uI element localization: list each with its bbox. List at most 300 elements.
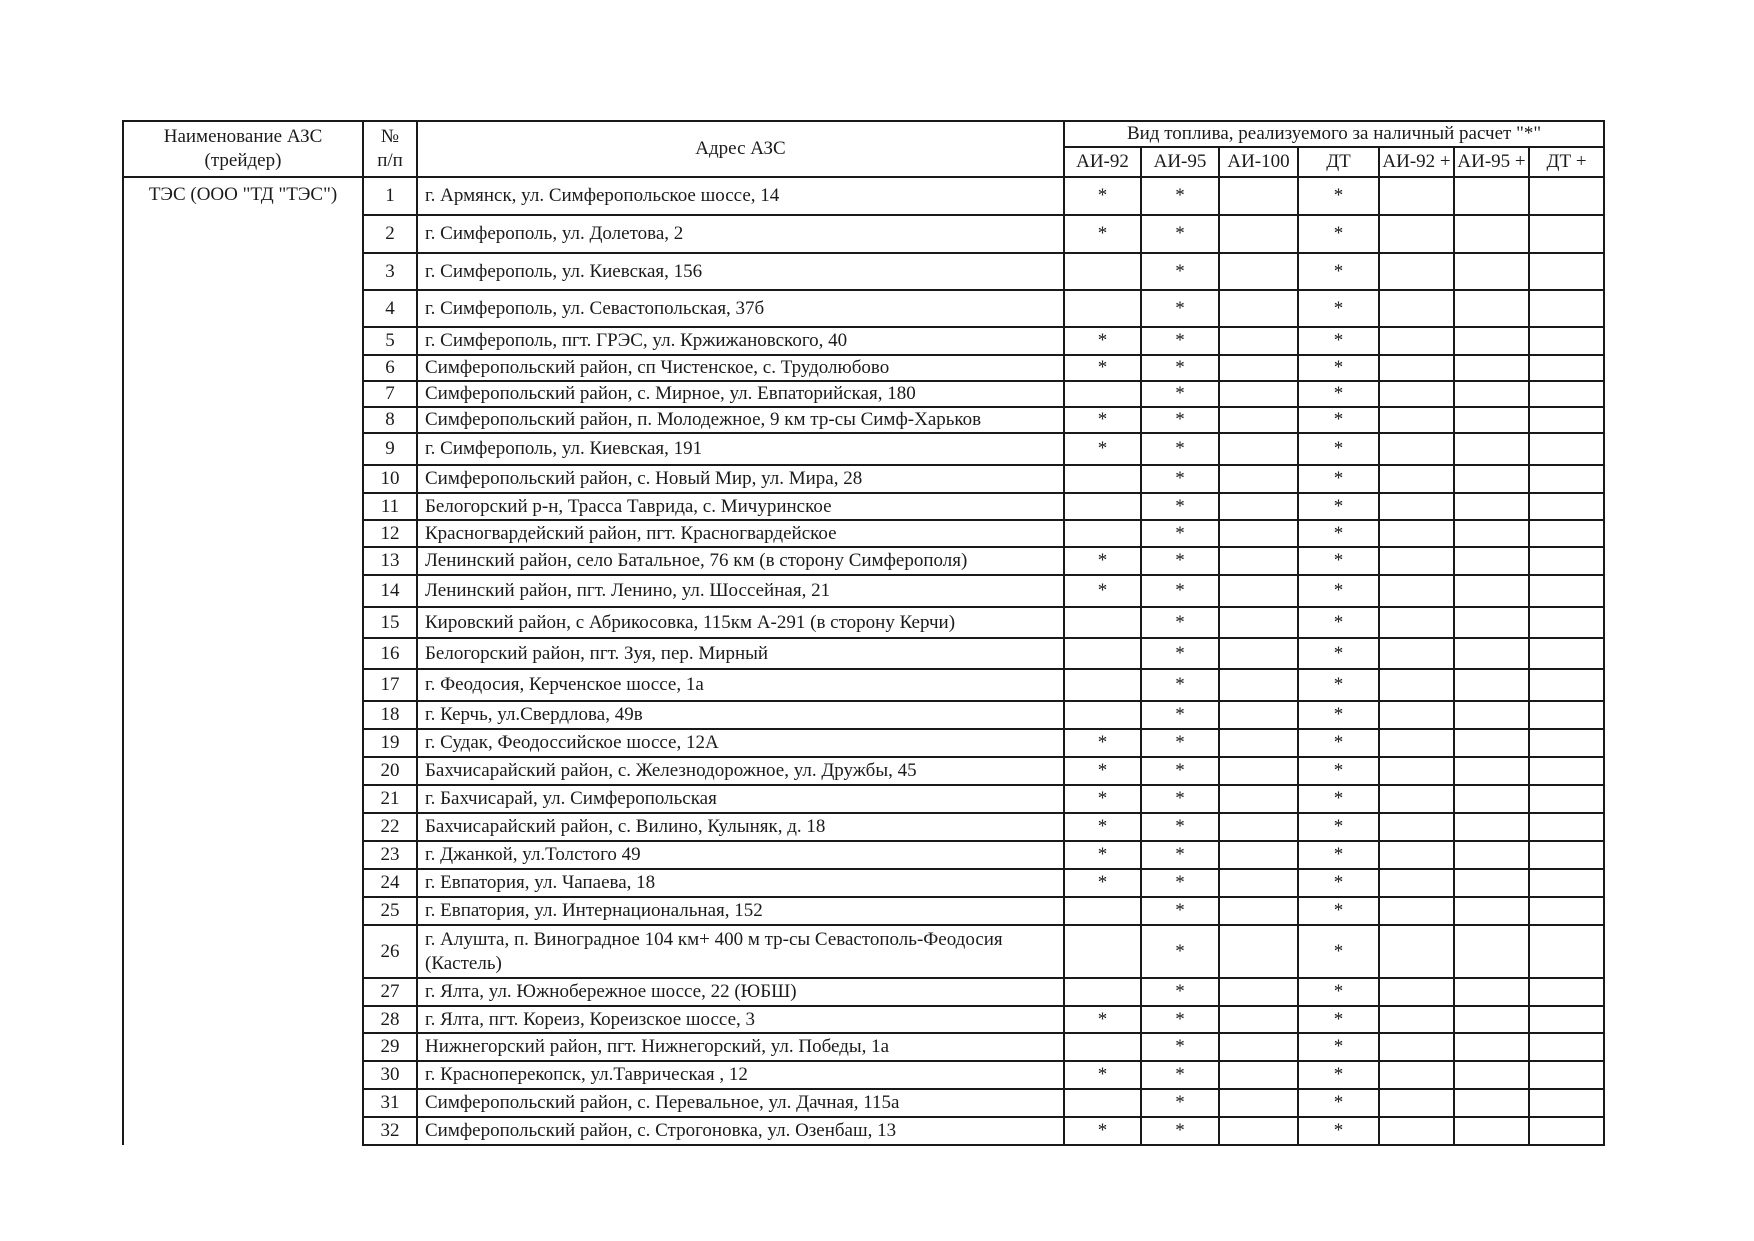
fuel-mark-cell-АИ-92 + bbox=[1379, 1061, 1454, 1089]
fuel-mark-cell-АИ-95: * bbox=[1141, 813, 1219, 841]
fuel-mark-cell-ДТ + bbox=[1529, 897, 1604, 925]
fuel-mark-cell-АИ-100 bbox=[1219, 407, 1298, 433]
fuel-mark-cell-АИ-100 bbox=[1219, 869, 1298, 897]
fuel-mark-cell-АИ-92 + bbox=[1379, 669, 1454, 701]
fuel-mark-cell-АИ-95 + bbox=[1454, 465, 1529, 493]
fuel-mark-cell-ДТ + bbox=[1529, 1033, 1604, 1061]
fuel-mark-cell-АИ-92: * bbox=[1064, 757, 1141, 785]
fuel-mark-cell-ДТ + bbox=[1529, 433, 1604, 465]
fuel-mark-cell-АИ-95: * bbox=[1141, 757, 1219, 785]
fuel-mark-cell-АИ-95 + bbox=[1454, 177, 1529, 215]
fuel-mark-cell-АИ-92 + bbox=[1379, 355, 1454, 381]
fuel-mark-cell-ДТ + bbox=[1529, 978, 1604, 1006]
fuel-mark-cell-АИ-95 + bbox=[1454, 785, 1529, 813]
address-cell: Красногвардейский район, пгт. Красногвардейское bbox=[417, 520, 1064, 547]
fuel-mark-cell-АИ-95: * bbox=[1141, 607, 1219, 638]
address-cell: Белогорский район, пгт. Зуя, пер. Мирный bbox=[417, 638, 1064, 669]
fuel-mark-cell-АИ-92: * bbox=[1064, 1117, 1141, 1145]
row-number-cell: 5 bbox=[363, 327, 417, 355]
header-row-number-line2: п/п bbox=[377, 150, 403, 171]
fuel-mark-cell-ДТ + bbox=[1529, 669, 1604, 701]
row-number-cell: 28 bbox=[363, 1006, 417, 1033]
fuel-mark-cell-АИ-100 bbox=[1219, 785, 1298, 813]
fuel-mark-cell-АИ-100 bbox=[1219, 925, 1298, 978]
fuel-mark-cell-АИ-92: * bbox=[1064, 841, 1141, 869]
row-number-cell: 23 bbox=[363, 841, 417, 869]
fuel-mark-cell-АИ-92 bbox=[1064, 465, 1141, 493]
fuel-mark-cell-ДТ: * bbox=[1298, 869, 1379, 897]
fuel-mark-cell-АИ-92 + bbox=[1379, 381, 1454, 407]
fuel-mark-cell-ДТ + bbox=[1529, 757, 1604, 785]
row-number-cell: 18 bbox=[363, 701, 417, 729]
fuel-mark-cell-АИ-92: * bbox=[1064, 547, 1141, 575]
fuel-mark-cell-АИ-100 bbox=[1219, 813, 1298, 841]
fuel-mark-cell-АИ-95 + bbox=[1454, 925, 1529, 978]
fuel-mark-cell-АИ-95 + bbox=[1454, 757, 1529, 785]
fuel-mark-cell-АИ-95 + bbox=[1454, 1033, 1529, 1061]
address-cell: г. Феодосия, Керченское шоссе, 1а bbox=[417, 669, 1064, 701]
fuel-mark-cell-АИ-92 bbox=[1064, 897, 1141, 925]
fuel-mark-cell-АИ-100 bbox=[1219, 465, 1298, 493]
row-number-cell: 7 bbox=[363, 381, 417, 407]
fuel-mark-cell-АИ-92 + bbox=[1379, 869, 1454, 897]
station-row bbox=[123, 177, 1604, 215]
row-number-cell: 32 bbox=[363, 1117, 417, 1145]
address-cell: г. Красноперекопск, ул.Таврическая , 12 bbox=[417, 1061, 1064, 1089]
fuel-mark-cell-АИ-92 + bbox=[1379, 575, 1454, 607]
fuel-mark-cell-АИ-92 bbox=[1064, 925, 1141, 978]
fuel-mark-cell-АИ-100 bbox=[1219, 1117, 1298, 1145]
header-row-number bbox=[363, 121, 417, 177]
fuel-mark-cell-ДТ + bbox=[1529, 1117, 1604, 1145]
fuel-mark-cell-ДТ: * bbox=[1298, 433, 1379, 465]
fuel-mark-cell-АИ-92 + bbox=[1379, 433, 1454, 465]
fuel-mark-cell-АИ-95: * bbox=[1141, 575, 1219, 607]
fuel-mark-cell-АИ-92 + bbox=[1379, 493, 1454, 520]
fuel-mark-cell-ДТ + bbox=[1529, 869, 1604, 897]
fuel-mark-cell-ДТ: * bbox=[1298, 841, 1379, 869]
fuel-mark-cell-ДТ: * bbox=[1298, 638, 1379, 669]
address-cell: г. Армянск, ул. Симферопольское шоссе, 14 bbox=[417, 177, 1064, 215]
fuel-mark-cell-ДТ: * bbox=[1298, 355, 1379, 381]
fuel-mark-cell-АИ-95 + bbox=[1454, 1117, 1529, 1145]
fuel-mark-cell-АИ-95 + bbox=[1454, 520, 1529, 547]
header-fuel-col-4: ДТ bbox=[1298, 147, 1379, 177]
trader-name-cell: ТЭС (ООО "ТД "ТЭС") bbox=[123, 177, 363, 1145]
fuel-mark-cell-АИ-100 bbox=[1219, 607, 1298, 638]
address-cell: Кировский район, с Абрикосовка, 115км А-291 (в сторону Керчи) bbox=[417, 607, 1064, 638]
header-station-name-line2: (трейдер) bbox=[204, 150, 282, 171]
fuel-mark-cell-АИ-100 bbox=[1219, 290, 1298, 327]
fuel-mark-cell-АИ-92 bbox=[1064, 493, 1141, 520]
row-number-cell: 16 bbox=[363, 638, 417, 669]
row-number-cell: 25 bbox=[363, 897, 417, 925]
fuel-mark-cell-АИ-95 + bbox=[1454, 493, 1529, 520]
fuel-mark-cell-АИ-100 bbox=[1219, 841, 1298, 869]
fuel-mark-cell-АИ-92: * bbox=[1064, 355, 1141, 381]
fuel-mark-cell-АИ-92 + bbox=[1379, 638, 1454, 669]
fuel-mark-cell-АИ-95 + bbox=[1454, 575, 1529, 607]
fuel-mark-cell-АИ-95 + bbox=[1454, 813, 1529, 841]
row-number-cell: 10 bbox=[363, 465, 417, 493]
fuel-mark-cell-ДТ: * bbox=[1298, 465, 1379, 493]
fuel-mark-cell-АИ-92: * bbox=[1064, 177, 1141, 215]
address-cell: г. Симферополь, ул. Долетова, 2 bbox=[417, 215, 1064, 253]
fuel-mark-cell-АИ-95: * bbox=[1141, 1117, 1219, 1145]
header-station-name-line1: Наименование АЗС bbox=[163, 126, 323, 148]
fuel-mark-cell-АИ-100 bbox=[1219, 669, 1298, 701]
fuel-mark-cell-АИ-95 + bbox=[1454, 1089, 1529, 1117]
fuel-mark-cell-АИ-95 + bbox=[1454, 978, 1529, 1006]
row-number-cell: 29 bbox=[363, 1033, 417, 1061]
fuel-mark-cell-АИ-92: * bbox=[1064, 869, 1141, 897]
address-cell: Симферопольский район, с. Мирное, ул. Евпаторийская, 180 bbox=[417, 381, 1064, 407]
fuel-mark-cell-ДТ + bbox=[1529, 355, 1604, 381]
address-cell: Бахчисарайский район, с. Железнодорожное, ул. Дружбы, 45 bbox=[417, 757, 1064, 785]
fuel-mark-cell-АИ-92 + bbox=[1379, 897, 1454, 925]
fuel-mark-cell-АИ-95 + bbox=[1454, 215, 1529, 253]
fuel-mark-cell-АИ-92 + bbox=[1379, 785, 1454, 813]
address-cell: Симферопольский район, сп Чистенское, с. Трудолюбово bbox=[417, 355, 1064, 381]
fuel-mark-cell-АИ-95 + bbox=[1454, 701, 1529, 729]
fuel-mark-cell-АИ-92 + bbox=[1379, 701, 1454, 729]
fuel-mark-cell-АИ-100 bbox=[1219, 1033, 1298, 1061]
address-cell: Нижнегорский район, пгт. Нижнегорский, ул. Победы, 1а bbox=[417, 1033, 1064, 1061]
fuel-mark-cell-ДТ: * bbox=[1298, 547, 1379, 575]
row-number-cell: 3 bbox=[363, 253, 417, 290]
fuel-mark-cell-АИ-92: * bbox=[1064, 575, 1141, 607]
fuel-mark-cell-ДТ: * bbox=[1298, 607, 1379, 638]
fuel-mark-cell-ДТ: * bbox=[1298, 897, 1379, 925]
fuel-mark-cell-АИ-95: * bbox=[1141, 1089, 1219, 1117]
fuel-mark-cell-АИ-95: * bbox=[1141, 493, 1219, 520]
fuel-mark-cell-АИ-95: * bbox=[1141, 381, 1219, 407]
fuel-mark-cell-АИ-95 + bbox=[1454, 638, 1529, 669]
fuel-mark-cell-АИ-92: * bbox=[1064, 433, 1141, 465]
address-cell: г. Симферополь, пгт. ГРЭС, ул. Кржижановского, 40 bbox=[417, 327, 1064, 355]
row-number-cell: 14 bbox=[363, 575, 417, 607]
header-fuel-col-6: АИ-95 + bbox=[1454, 147, 1529, 177]
fuel-mark-cell-АИ-100 bbox=[1219, 327, 1298, 355]
fuel-mark-cell-АИ-92 + bbox=[1379, 1117, 1454, 1145]
fuel-mark-cell-ДТ: * bbox=[1298, 290, 1379, 327]
fuel-mark-cell-АИ-100 bbox=[1219, 1006, 1298, 1033]
fuel-mark-cell-АИ-92 + bbox=[1379, 407, 1454, 433]
fuel-mark-cell-ДТ: * bbox=[1298, 757, 1379, 785]
fuel-mark-cell-ДТ + bbox=[1529, 253, 1604, 290]
fuel-mark-cell-АИ-92 + bbox=[1379, 1033, 1454, 1061]
fuel-mark-cell-АИ-92 bbox=[1064, 253, 1141, 290]
fuel-mark-cell-ДТ + bbox=[1529, 575, 1604, 607]
fuel-mark-cell-АИ-100 bbox=[1219, 1089, 1298, 1117]
fuel-mark-cell-АИ-92: * bbox=[1064, 1006, 1141, 1033]
fuel-mark-cell-АИ-100 bbox=[1219, 897, 1298, 925]
fuel-mark-cell-ДТ + bbox=[1529, 215, 1604, 253]
fuel-mark-cell-АИ-95 + bbox=[1454, 355, 1529, 381]
header-fuel-col-5: АИ-92 + bbox=[1379, 147, 1454, 177]
row-number-cell: 24 bbox=[363, 869, 417, 897]
fuel-mark-cell-АИ-92 + bbox=[1379, 177, 1454, 215]
row-number-cell: 31 bbox=[363, 1089, 417, 1117]
row-number-cell: 21 bbox=[363, 785, 417, 813]
fuel-mark-cell-ДТ: * bbox=[1298, 253, 1379, 290]
fuel-mark-cell-АИ-95: * bbox=[1141, 978, 1219, 1006]
fuel-mark-cell-АИ-92: * bbox=[1064, 215, 1141, 253]
fuel-mark-cell-АИ-92 + bbox=[1379, 1089, 1454, 1117]
fuel-mark-cell-АИ-95 + bbox=[1454, 547, 1529, 575]
fuel-mark-cell-АИ-95 + bbox=[1454, 729, 1529, 757]
fuel-mark-cell-АИ-92: * bbox=[1064, 327, 1141, 355]
fuel-mark-cell-АИ-92: * bbox=[1064, 785, 1141, 813]
fuel-mark-cell-ДТ: * bbox=[1298, 327, 1379, 355]
fuel-mark-cell-ДТ + bbox=[1529, 1061, 1604, 1089]
fuel-mark-cell-АИ-92 + bbox=[1379, 1006, 1454, 1033]
fuel-mark-cell-ДТ: * bbox=[1298, 729, 1379, 757]
row-number-cell: 11 bbox=[363, 493, 417, 520]
fuel-mark-cell-ДТ: * bbox=[1298, 813, 1379, 841]
row-number-cell: 13 bbox=[363, 547, 417, 575]
fuel-mark-cell-АИ-95: * bbox=[1141, 869, 1219, 897]
fuel-mark-cell-АИ-95: * bbox=[1141, 785, 1219, 813]
address-cell: г. Евпатория, ул. Чапаева, 18 bbox=[417, 869, 1064, 897]
fuel-mark-cell-АИ-95 + bbox=[1454, 290, 1529, 327]
fuel-mark-cell-ДТ + bbox=[1529, 607, 1604, 638]
fuel-mark-cell-АИ-92 + bbox=[1379, 813, 1454, 841]
fuel-mark-cell-ДТ: * bbox=[1298, 520, 1379, 547]
header-row-number-line1: № bbox=[380, 126, 400, 148]
fuel-mark-cell-АИ-92 + bbox=[1379, 841, 1454, 869]
fuel-mark-cell-АИ-100 bbox=[1219, 381, 1298, 407]
address-cell: Симферопольский район, п. Молодежное, 9 км тр-сы Симф-Харьков bbox=[417, 407, 1064, 433]
fuel-mark-cell-ДТ + bbox=[1529, 547, 1604, 575]
fuel-mark-cell-АИ-92 bbox=[1064, 638, 1141, 669]
fuel-mark-cell-АИ-100 bbox=[1219, 701, 1298, 729]
fuel-mark-cell-ДТ + bbox=[1529, 841, 1604, 869]
fuel-mark-cell-ДТ: * bbox=[1298, 785, 1379, 813]
fuel-mark-cell-АИ-100 bbox=[1219, 355, 1298, 381]
fuel-mark-cell-ДТ: * bbox=[1298, 215, 1379, 253]
fuel-mark-cell-АИ-95 + bbox=[1454, 869, 1529, 897]
fuel-mark-cell-ДТ: * bbox=[1298, 669, 1379, 701]
fuel-mark-cell-АИ-100 bbox=[1219, 757, 1298, 785]
fuel-mark-cell-ДТ: * bbox=[1298, 493, 1379, 520]
row-number-cell: 17 bbox=[363, 669, 417, 701]
row-number-cell: 12 bbox=[363, 520, 417, 547]
fuel-mark-cell-АИ-95: * bbox=[1141, 290, 1219, 327]
fuel-mark-cell-АИ-95: * bbox=[1141, 925, 1219, 978]
fuel-mark-cell-АИ-95: * bbox=[1141, 638, 1219, 669]
fuel-mark-cell-АИ-92 + bbox=[1379, 290, 1454, 327]
fuel-mark-cell-ДТ + bbox=[1529, 785, 1604, 813]
fuel-mark-cell-АИ-92 + bbox=[1379, 520, 1454, 547]
fuel-mark-cell-АИ-92 + bbox=[1379, 607, 1454, 638]
row-number-cell: 2 bbox=[363, 215, 417, 253]
fuel-mark-cell-АИ-100 bbox=[1219, 1061, 1298, 1089]
fuel-mark-cell-АИ-95: * bbox=[1141, 215, 1219, 253]
fuel-mark-cell-АИ-100 bbox=[1219, 547, 1298, 575]
fuel-mark-cell-ДТ + bbox=[1529, 813, 1604, 841]
address-cell: г. Симферополь, ул. Киевская, 156 bbox=[417, 253, 1064, 290]
fuel-mark-cell-АИ-100 bbox=[1219, 433, 1298, 465]
fuel-mark-cell-АИ-100 bbox=[1219, 177, 1298, 215]
fuel-mark-cell-АИ-95: * bbox=[1141, 1061, 1219, 1089]
fuel-mark-cell-ДТ + bbox=[1529, 925, 1604, 978]
address-cell: Симферопольский район, с. Перевальное, ул. Дачная, 115а bbox=[417, 1089, 1064, 1117]
address-cell: г. Алушта, п. Виноградное 104 км+ 400 м тр-сы Севастополь-Феодосия (Кастель) bbox=[417, 925, 1064, 978]
address-cell: г. Симферополь, ул. Киевская, 191 bbox=[417, 433, 1064, 465]
fuel-mark-cell-АИ-92 bbox=[1064, 607, 1141, 638]
row-number-cell: 4 bbox=[363, 290, 417, 327]
fuel-mark-cell-АИ-92 bbox=[1064, 1033, 1141, 1061]
fuel-mark-cell-АИ-95 + bbox=[1454, 433, 1529, 465]
address-cell: г. Ялта, ул. Южнобережное шоссе, 22 (ЮБШ) bbox=[417, 978, 1064, 1006]
fuel-mark-cell-ДТ + bbox=[1529, 520, 1604, 547]
fuel-mark-cell-АИ-92 bbox=[1064, 381, 1141, 407]
fuel-mark-cell-АИ-100 bbox=[1219, 215, 1298, 253]
fuel-mark-cell-АИ-95 + bbox=[1454, 407, 1529, 433]
fuel-mark-cell-АИ-92 + bbox=[1379, 465, 1454, 493]
stations-rows bbox=[123, 177, 1604, 1145]
fuel-mark-cell-АИ-92 + bbox=[1379, 327, 1454, 355]
fuel-mark-cell-АИ-95 + bbox=[1454, 1006, 1529, 1033]
fuel-mark-cell-АИ-92 + bbox=[1379, 215, 1454, 253]
fuel-mark-cell-АИ-92 + bbox=[1379, 729, 1454, 757]
row-number-cell: 6 bbox=[363, 355, 417, 381]
address-cell: Бахчисарайский район, с. Вилино, Кулыняк, д. 18 bbox=[417, 813, 1064, 841]
address-cell: г. Ялта, пгт. Кореиз, Кореизское шоссе, 3 bbox=[417, 1006, 1064, 1033]
address-cell: Ленинский район, пгт. Ленино, ул. Шоссейная, 21 bbox=[417, 575, 1064, 607]
fuel-mark-cell-ДТ + bbox=[1529, 729, 1604, 757]
fuel-mark-cell-АИ-95 + bbox=[1454, 327, 1529, 355]
fuel-mark-cell-ДТ: * bbox=[1298, 978, 1379, 1006]
row-number-cell: 30 bbox=[363, 1061, 417, 1089]
fuel-mark-cell-АИ-100 bbox=[1219, 493, 1298, 520]
address-cell: г. Джанкой, ул.Толстого 49 bbox=[417, 841, 1064, 869]
header-fuel-group: Вид топлива, реализуемого за наличный расчет "*" bbox=[1064, 121, 1604, 147]
header-fuel-col-2: АИ-95 bbox=[1141, 147, 1219, 177]
fuel-mark-cell-ДТ + bbox=[1529, 290, 1604, 327]
fuel-mark-cell-ДТ + bbox=[1529, 177, 1604, 215]
row-number-cell: 8 bbox=[363, 407, 417, 433]
fuel-mark-cell-АИ-92 + bbox=[1379, 547, 1454, 575]
fuel-mark-cell-АИ-92 bbox=[1064, 520, 1141, 547]
fuel-mark-cell-АИ-100 bbox=[1219, 978, 1298, 1006]
fuel-mark-cell-АИ-95: * bbox=[1141, 407, 1219, 433]
header-fuel-col-1: АИ-92 bbox=[1064, 147, 1141, 177]
fuel-mark-cell-ДТ + bbox=[1529, 381, 1604, 407]
address-cell: г. Керчь, ул.Свердлова, 49в bbox=[417, 701, 1064, 729]
fuel-mark-cell-АИ-92 bbox=[1064, 290, 1141, 327]
fuel-mark-cell-АИ-92 + bbox=[1379, 757, 1454, 785]
fuel-mark-cell-АИ-95 + bbox=[1454, 607, 1529, 638]
header-station-name bbox=[123, 121, 363, 177]
address-cell: г. Евпатория, ул. Интернациональная, 152 bbox=[417, 897, 1064, 925]
fuel-stations-table bbox=[122, 120, 1605, 1146]
fuel-mark-cell-ДТ: * bbox=[1298, 1117, 1379, 1145]
fuel-mark-cell-ДТ: * bbox=[1298, 701, 1379, 729]
address-cell: г. Бахчисарай, ул. Симферопольская bbox=[417, 785, 1064, 813]
row-number-cell: 9 bbox=[363, 433, 417, 465]
address-cell: Симферопольский район, с. Строгоновка, ул. Озенбаш, 13 bbox=[417, 1117, 1064, 1145]
address-cell: Белогорский р-н, Трасса Таврида, с. Мичуринское bbox=[417, 493, 1064, 520]
fuel-mark-cell-АИ-95: * bbox=[1141, 729, 1219, 757]
fuel-mark-cell-ДТ: * bbox=[1298, 407, 1379, 433]
fuel-mark-cell-АИ-95: * bbox=[1141, 327, 1219, 355]
fuel-mark-cell-АИ-95: * bbox=[1141, 253, 1219, 290]
row-number-cell: 15 bbox=[363, 607, 417, 638]
fuel-mark-cell-АИ-92 + bbox=[1379, 253, 1454, 290]
address-cell: г. Симферополь, ул. Севастопольская, 37б bbox=[417, 290, 1064, 327]
fuel-mark-cell-АИ-95: * bbox=[1141, 465, 1219, 493]
fuel-mark-cell-ДТ + bbox=[1529, 1006, 1604, 1033]
header-fuel-col-7: ДТ + bbox=[1529, 147, 1604, 177]
fuel-mark-cell-АИ-95: * bbox=[1141, 1006, 1219, 1033]
fuel-mark-cell-АИ-95 + bbox=[1454, 841, 1529, 869]
fuel-mark-cell-АИ-95: * bbox=[1141, 177, 1219, 215]
fuel-mark-cell-ДТ + bbox=[1529, 327, 1604, 355]
fuel-mark-cell-ДТ + bbox=[1529, 638, 1604, 669]
fuel-mark-cell-АИ-95 + bbox=[1454, 897, 1529, 925]
fuel-mark-cell-АИ-92 + bbox=[1379, 925, 1454, 978]
fuel-mark-cell-АИ-92: * bbox=[1064, 813, 1141, 841]
fuel-mark-cell-АИ-100 bbox=[1219, 575, 1298, 607]
row-number-cell: 19 bbox=[363, 729, 417, 757]
fuel-mark-cell-ДТ + bbox=[1529, 701, 1604, 729]
fuel-mark-cell-ДТ: * bbox=[1298, 177, 1379, 215]
fuel-mark-cell-АИ-92: * bbox=[1064, 1061, 1141, 1089]
fuel-mark-cell-АИ-100 bbox=[1219, 638, 1298, 669]
fuel-mark-cell-АИ-92 bbox=[1064, 978, 1141, 1006]
fuel-mark-cell-АИ-92 + bbox=[1379, 978, 1454, 1006]
fuel-mark-cell-АИ-100 bbox=[1219, 520, 1298, 547]
row-number-cell: 20 bbox=[363, 757, 417, 785]
fuel-mark-cell-ДТ: * bbox=[1298, 1089, 1379, 1117]
fuel-mark-cell-АИ-95: * bbox=[1141, 669, 1219, 701]
address-cell: Симферопольский район, с. Новый Мир, ул. Мира, 28 bbox=[417, 465, 1064, 493]
fuel-mark-cell-ДТ + bbox=[1529, 465, 1604, 493]
fuel-mark-cell-АИ-92 bbox=[1064, 669, 1141, 701]
address-cell: Ленинский район, село Батальное, 76 км (в сторону Симферополя) bbox=[417, 547, 1064, 575]
fuel-mark-cell-ДТ + bbox=[1529, 407, 1604, 433]
fuel-mark-cell-АИ-95: * bbox=[1141, 841, 1219, 869]
row-number-cell: 26 bbox=[363, 925, 417, 978]
fuel-mark-cell-ДТ: * bbox=[1298, 1006, 1379, 1033]
fuel-mark-cell-ДТ + bbox=[1529, 1089, 1604, 1117]
address-cell: г. Судак, Феодоссийское шоссе, 12А bbox=[417, 729, 1064, 757]
fuel-mark-cell-ДТ: * bbox=[1298, 1061, 1379, 1089]
fuel-mark-cell-АИ-92 bbox=[1064, 701, 1141, 729]
row-number-cell: 1 bbox=[363, 177, 417, 215]
fuel-mark-cell-АИ-92: * bbox=[1064, 407, 1141, 433]
row-number-cell: 27 bbox=[363, 978, 417, 1006]
fuel-mark-cell-АИ-95: * bbox=[1141, 433, 1219, 465]
fuel-mark-cell-ДТ + bbox=[1529, 493, 1604, 520]
fuel-mark-cell-АИ-92: * bbox=[1064, 729, 1141, 757]
fuel-mark-cell-АИ-100 bbox=[1219, 729, 1298, 757]
fuel-mark-cell-АИ-95 + bbox=[1454, 1061, 1529, 1089]
fuel-mark-cell-АИ-95 + bbox=[1454, 381, 1529, 407]
header-fuel-col-3: АИ-100 bbox=[1219, 147, 1298, 177]
fuel-mark-cell-АИ-95: * bbox=[1141, 1033, 1219, 1061]
fuel-mark-cell-АИ-95: * bbox=[1141, 701, 1219, 729]
fuel-mark-cell-АИ-100 bbox=[1219, 253, 1298, 290]
header-address: Адрес АЗС bbox=[417, 121, 1064, 177]
fuel-mark-cell-АИ-95: * bbox=[1141, 355, 1219, 381]
fuel-mark-cell-ДТ: * bbox=[1298, 381, 1379, 407]
row-number-cell: 22 bbox=[363, 813, 417, 841]
fuel-mark-cell-ДТ: * bbox=[1298, 1033, 1379, 1061]
fuel-mark-cell-ДТ: * bbox=[1298, 575, 1379, 607]
